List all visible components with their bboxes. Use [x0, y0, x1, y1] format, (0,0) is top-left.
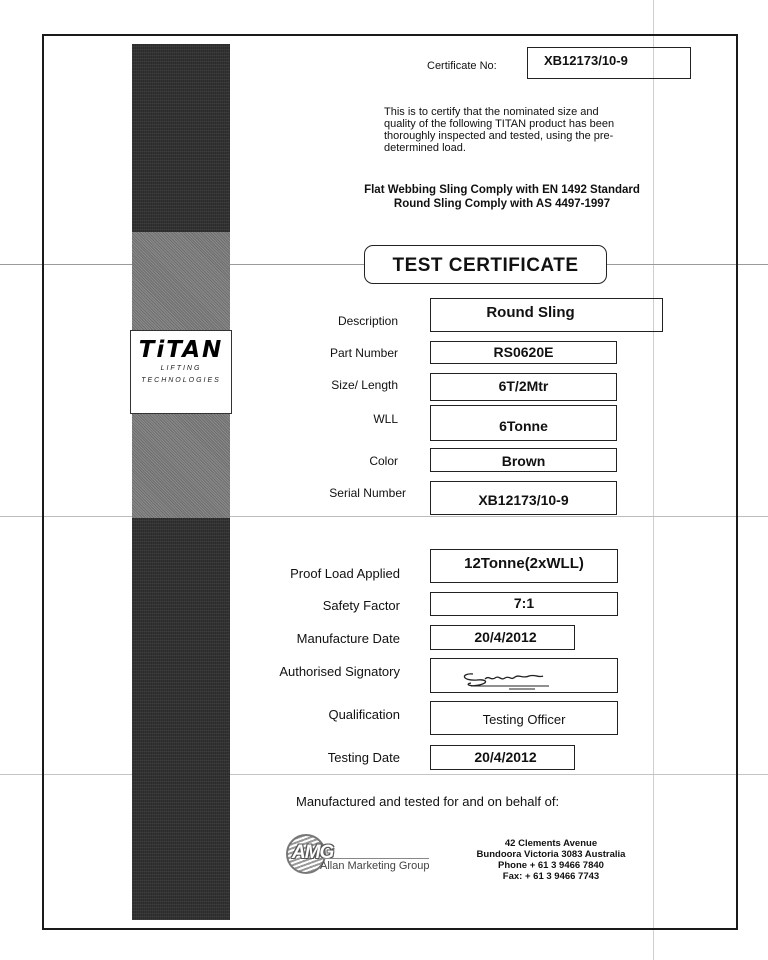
address-fax: Fax: + 61 3 9466 7743 [502, 871, 600, 882]
document-title: TEST CERTIFICATE [364, 245, 607, 284]
signatory-label: Authorised Signatory [279, 664, 400, 679]
address-street: 42 Clements Avenue [504, 838, 598, 849]
size-length-value: 6T/2Mtr [430, 373, 617, 401]
standard-round-sling: Round Sling Comply with AS 4497-1997 [393, 198, 611, 210]
part-number-value: RS0620E [430, 341, 617, 364]
certificate-no-label: Certificate No: [427, 60, 497, 72]
manufacture-date-label: Manufacture Date [296, 631, 400, 646]
titan-logo-sub-1: LIFTING [160, 365, 202, 372]
company-address [466, 838, 636, 882]
standard-flat-webbing: Flat Webbing Sling Comply with EN 1492 Standard [364, 184, 640, 196]
manufacturer-statement: Manufactured and tested for and on behalf of: [296, 794, 560, 809]
serial-number-label: Serial Number [329, 486, 406, 500]
qualification-value: Testing Officer [430, 701, 618, 735]
proof-load-label: Proof Load Applied [290, 566, 400, 581]
signature-image [431, 659, 617, 692]
description-value: Round Sling [430, 298, 663, 332]
color-value: Brown [430, 448, 617, 472]
color-label: Color [369, 454, 398, 468]
certification-statement: This is to certify that the nominated size and quality of the following TITAN product has been thoroughly inspected and tested, using the pre-determined load. [384, 106, 615, 154]
description-label: Description [337, 314, 398, 328]
amg-logo [286, 834, 436, 878]
serial-number-value: XB12173/10-9 [430, 481, 617, 515]
testing-date-value: 20/4/2012 [430, 745, 575, 770]
titan-logo-sub-2: TECHNOLOGIES [141, 377, 221, 384]
wll-label: WLL [373, 412, 398, 426]
safety-factor-value: 7:1 [430, 592, 618, 616]
wll-value: 6Tonne [430, 405, 617, 441]
part-number-label: Part Number [329, 346, 398, 360]
titan-logo [130, 330, 232, 414]
amg-logo-letters: AMG [292, 842, 334, 863]
amg-company-name: Allan Marketing Group [320, 860, 430, 872]
testing-date-label: Testing Date [327, 750, 400, 765]
manufacture-date-value: 20/4/2012 [430, 625, 575, 650]
proof-load-value: 12Tonne(2xWLL) [430, 549, 618, 583]
address-city: Bundoora Victoria 3083 Australia [476, 849, 626, 860]
titan-logo-text: TiTAN [138, 337, 224, 363]
size-length-label: Size/ Length [331, 378, 398, 392]
certificate-no-value: XB12173/10-9 [527, 47, 691, 79]
compliance-standards [342, 183, 662, 211]
safety-factor-label: Safety Factor [322, 598, 400, 613]
address-phone: Phone + 61 3 9466 7840 [498, 860, 604, 871]
signature-box [430, 658, 618, 693]
qualification-label: Qualification [328, 707, 400, 722]
